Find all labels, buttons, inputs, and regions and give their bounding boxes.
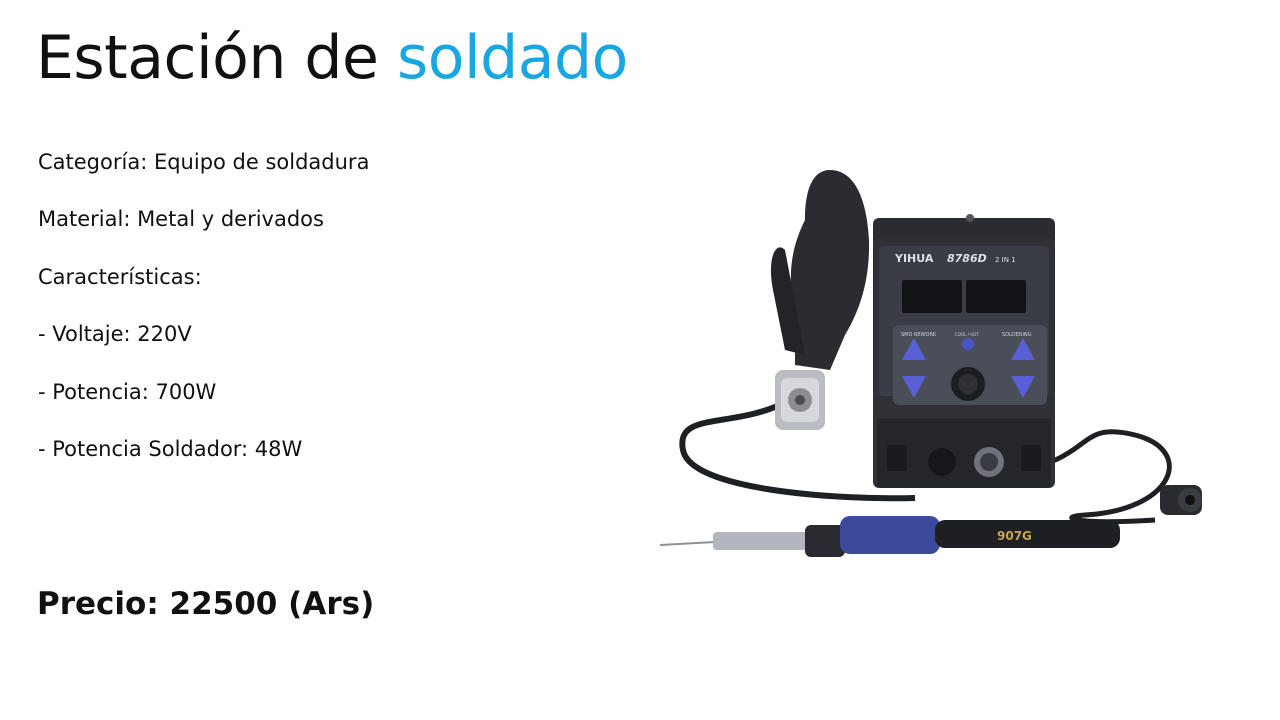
hot-air-gun-icon [771, 170, 869, 430]
detail-iron-power: - Potencia Soldador: 48W [38, 437, 303, 461]
iron-connector-icon [1160, 485, 1202, 515]
soldering-panel-label: SOLDERING [1002, 332, 1032, 338]
detail-category: Categoría: Equipo de soldadura [38, 150, 370, 174]
power-switch-left-icon [887, 445, 907, 471]
iron-temp-display [966, 280, 1026, 313]
page-title [36, 18, 628, 98]
title-main: Estación de [36, 23, 379, 93]
rework-temp-display [902, 280, 962, 313]
rework-panel-label: SMD REWORK [901, 332, 937, 338]
power-switch-right-icon [1021, 445, 1041, 471]
cool-hot-label: COOL / HOT [955, 332, 979, 337]
model-text: 8786D [947, 252, 987, 265]
price-label: Precio: 22500 (Ars) [37, 586, 375, 622]
station-body [873, 214, 1055, 488]
title-accent: soldado [397, 23, 628, 93]
brand-text: YIHUA [895, 252, 934, 265]
product-image [655, 160, 1225, 594]
detail-features-heading: Características: [38, 265, 202, 289]
soldering-iron-icon [660, 516, 1120, 557]
badge-text: 2 IN 1 [995, 256, 1016, 264]
iron-model-text: 907G [997, 529, 1032, 543]
soldering-station-illustration [655, 160, 1225, 590]
detail-voltage: - Voltaje: 220V [38, 322, 192, 346]
detail-power: - Potencia: 700W [38, 380, 217, 404]
cool-hot-button-icon [962, 338, 974, 350]
detail-material: Material: Metal y derivados [38, 207, 324, 231]
